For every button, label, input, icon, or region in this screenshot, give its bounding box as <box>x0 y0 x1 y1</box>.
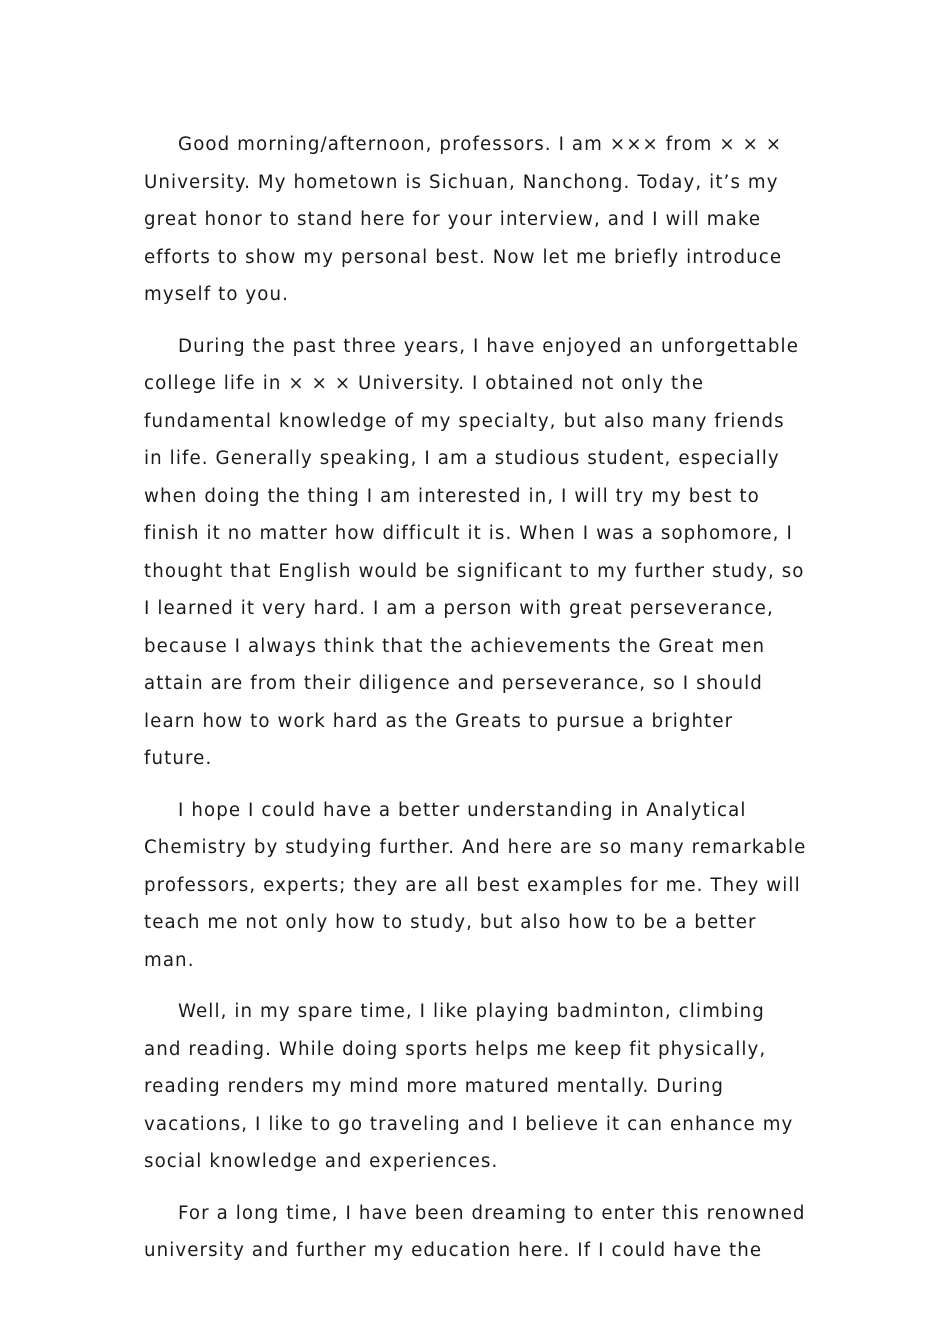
document-body <box>144 126 808 1284</box>
paragraph-aspiration: For a long time, I have been dreaming to enter this renowned university and further my education here. If I could have the <box>144 1202 806 1261</box>
paragraph-greeting: Good morning/afternoon, professors. I am ××× from × × × University. My hometown is Sichuan, Nanchong. Today, it’s my great honor to stand here for your interview, and I will make efforts to show my personal best. Now let me briefly introduce myself to you. <box>144 134 783 305</box>
paragraph-hobbies: Well, in my spare time, I like playing badminton, climbing and reading. While doing sports helps me keep fit physically, reading renders my mind more matured mentally. During vacations, I like to go traveling and I believe it can enhance my social knowledge and experiences. <box>144 1001 794 1172</box>
paragraph-college-life: During the past three years, I have enjoyed an unforgettable college life in × × × University. I obtained not only the fundamental knowledge of my specialty, but also many friends in life. Generally speaking, I am a studious student, especially when doing the thing I am interested in, I will try my best to finish it no matter how difficult it is. When I was a sophomore, I thought that English would be significant to my further study, so I learned it very hard. I am a person with great perseverance, because I always think that the achievements the Great men attain are from their diligence and perseverance, so I should learn how to work hard as the Greats to pursue a brighter future. <box>144 335 805 769</box>
paragraph-study-goals: I hope I could have a better understanding in Analytical Chemistry by studying further. And here are so many remarkable professors, experts; they are all best examples for me. They will teach me not only how to study, but also how to be a better man. <box>144 799 807 971</box>
